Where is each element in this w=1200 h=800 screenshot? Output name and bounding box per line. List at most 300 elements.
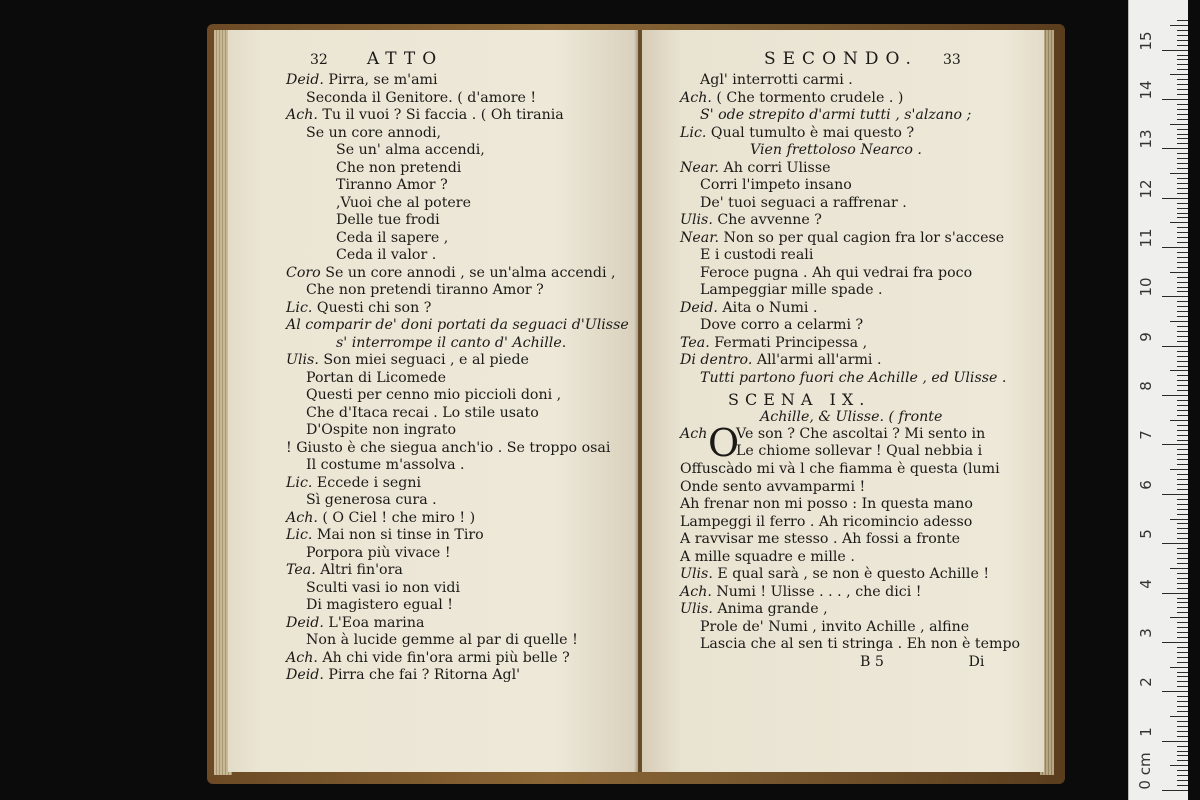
ruler-tick	[1170, 420, 1188, 421]
ruler-tick	[1177, 104, 1188, 105]
dropcap-line-2: Le chiome sollevar ! Qual nebbia i	[736, 443, 983, 459]
ruler-tick	[1177, 40, 1188, 41]
verse-text: Dove corro a celarmi ?	[700, 317, 864, 333]
verse-text: Tu il vuoi ? Si faccia . ( Oh tirania	[317, 107, 564, 123]
text-line	[680, 479, 1040, 497]
verse-text: Lampeggiar mille spade .	[700, 282, 883, 298]
ruler-number: 3	[1137, 628, 1155, 638]
ruler-tick	[1177, 267, 1188, 268]
ruler-tick	[1177, 84, 1188, 85]
ruler-tick	[1177, 602, 1188, 603]
text-line	[680, 195, 1040, 213]
ruler-tick	[1177, 45, 1188, 46]
ruler-tick	[1177, 770, 1188, 771]
ruler-tick	[1177, 553, 1188, 554]
verse-text: Altri fin'ora	[315, 562, 403, 578]
ruler-tick	[1177, 459, 1188, 460]
ruler-tick	[1170, 321, 1188, 322]
speaker-name: Di dentro.	[680, 352, 753, 368]
text-line	[286, 212, 636, 230]
text-line	[680, 352, 1040, 370]
text-line	[286, 107, 636, 125]
ruler-tick	[1177, 356, 1188, 357]
ruler-tick	[1162, 642, 1188, 643]
text-line	[680, 317, 1040, 335]
dropcap-letter: O	[708, 421, 740, 465]
text-line	[286, 125, 636, 143]
ruler-tick	[1170, 469, 1188, 470]
ruler-tick	[1177, 440, 1188, 441]
ruler-tick	[1170, 765, 1188, 766]
ruler-tick	[1177, 366, 1188, 367]
ruler-tick	[1177, 731, 1188, 732]
verse-text: Numi ! Ulisse . . . , che dici !	[711, 583, 922, 600]
ruler-tick	[1170, 173, 1188, 174]
ruler-number: 1	[1137, 726, 1155, 737]
speaker-name: Ulis.	[680, 601, 713, 617]
ruler-tick	[1177, 55, 1188, 56]
ruler-tick	[1177, 632, 1188, 633]
verse-text: Aita o Numi .	[717, 299, 818, 316]
text-line	[286, 440, 636, 458]
text-line	[680, 584, 1040, 602]
right-page-header	[764, 49, 961, 69]
catchword: Di	[968, 653, 985, 670]
ruler-tick	[1177, 775, 1188, 776]
ruler-tick	[1177, 242, 1188, 243]
text-line	[286, 160, 636, 178]
verse-text: Che non pretendi	[336, 159, 462, 176]
verse-text: A mille squadre e mille .	[680, 548, 855, 565]
left-page-header	[310, 49, 443, 69]
speaker-name: Coro	[286, 264, 321, 281]
verse-text: Offuscàdo mi và l che fiamma è questa (lumi	[680, 461, 1000, 477]
verse-text: Di magistero egual !	[306, 597, 453, 613]
ruler-tick	[1177, 652, 1188, 653]
ruler-tick	[1162, 99, 1188, 100]
text-line	[286, 265, 636, 283]
verse-text: Ah corri Ulisse	[719, 159, 831, 176]
verse-text: Sì generosa cura .	[306, 492, 437, 508]
text-line	[680, 601, 1040, 619]
ruler-number: 11	[1137, 228, 1155, 248]
ruler-tick	[1177, 415, 1188, 416]
ruler-tick	[1177, 484, 1188, 485]
text-line	[680, 335, 1040, 353]
measurement-ruler	[1128, 0, 1188, 800]
ruler-tick	[1177, 548, 1188, 549]
ruler-tick	[1162, 346, 1188, 347]
text-line	[286, 580, 636, 598]
ruler-tick	[1177, 672, 1188, 673]
text-line	[680, 107, 1040, 125]
scena-persons: Achille, & Ulisse. ( fronte	[760, 408, 943, 425]
ruler-tick	[1177, 217, 1188, 218]
ruler-tick	[1177, 203, 1188, 204]
text-line	[680, 90, 1040, 108]
ruler-tick	[1170, 667, 1188, 668]
text-line	[286, 90, 636, 108]
ruler-tick	[1162, 296, 1188, 297]
ruler-tick	[1177, 751, 1188, 752]
verse-text: Delle tue frodi	[336, 212, 440, 228]
ruler-tick	[1177, 237, 1188, 238]
ruler-tick	[1162, 198, 1188, 199]
ruler-tick	[1177, 578, 1188, 579]
ruler-tick	[1177, 711, 1188, 712]
text-line	[286, 177, 636, 195]
speaker-name: Ulis.	[680, 212, 713, 228]
ruler-tick	[1177, 385, 1188, 386]
verse-text: Che d'Itaca recai . Lo stile usato	[306, 404, 539, 421]
verse-text: Anima grande ,	[712, 601, 828, 617]
ruler-tick	[1177, 681, 1188, 682]
dropcap-line-1: Ve son ? Che ascoltai ? Mi sento in	[736, 426, 986, 442]
ruler-tick	[1162, 444, 1188, 445]
ruler-tick	[1177, 755, 1188, 756]
dropcap-speaker: Ach	[680, 426, 708, 442]
verse-text: Ceda il sapere ,	[336, 229, 449, 246]
text-line	[286, 597, 636, 615]
text-line	[680, 549, 1040, 567]
ruler-tick	[1177, 375, 1188, 376]
text-line	[286, 510, 636, 528]
verse-text: Portan di Licomede	[306, 369, 447, 386]
ruler-tick	[1177, 726, 1188, 727]
speaker-name: Lic.	[680, 124, 707, 141]
ruler-number: 4	[1137, 578, 1155, 589]
ruler-tick	[1177, 627, 1188, 628]
ruler-tick	[1162, 50, 1188, 51]
verse-text: E i custodi reali	[700, 247, 814, 263]
ruler-tick	[1177, 252, 1188, 253]
ruler-tick	[1177, 637, 1188, 638]
ruler-number: 7	[1137, 430, 1155, 441]
verse-text: Che avvenne ?	[712, 212, 822, 228]
verse-text: Sculti vasi io non vidi	[306, 579, 460, 596]
ruler-number: 9	[1137, 332, 1155, 342]
speaker-name: Tea.	[286, 562, 316, 578]
speaker-name: Near.	[680, 159, 720, 176]
text-line	[286, 317, 636, 335]
verse-text: Ceda il valor .	[336, 247, 437, 263]
ruler-tick	[1177, 662, 1188, 663]
ruler-tick	[1177, 780, 1188, 781]
text-line	[680, 247, 1040, 265]
ruler-tick	[1177, 89, 1188, 90]
text-line	[286, 230, 636, 248]
ruler-tick	[1177, 390, 1188, 391]
text-line	[286, 195, 636, 213]
verse-text: Se un core annodi , se un'alma accendi ,	[320, 264, 616, 281]
ruler-tick	[1177, 336, 1188, 337]
ruler-tick	[1177, 760, 1188, 761]
text-line	[680, 177, 1040, 195]
text-line	[286, 475, 636, 493]
verse-text: All'armi all'armi .	[752, 352, 882, 368]
right-running-title: SECONDO.	[764, 49, 918, 69]
ruler-tick	[1177, 514, 1188, 515]
verse-text: Vien frettoloso Nearco .	[750, 142, 922, 158]
ruler-number: 2	[1137, 677, 1155, 688]
ruler-tick	[1177, 326, 1188, 327]
ruler-tick	[1177, 474, 1188, 475]
speaker-name: Ulis.	[286, 352, 319, 368]
ruler-tick	[1177, 736, 1188, 737]
ruler-number: 13	[1137, 129, 1155, 149]
ruler-tick	[1177, 696, 1188, 697]
speaker-name: Ach.	[286, 107, 318, 123]
ruler-tick	[1162, 494, 1188, 495]
verse-text: Lampeggi il ferro . Ah ricomincio adesso	[680, 513, 973, 530]
verse-text: s' interrompe il canto d' Achille.	[336, 334, 567, 351]
ruler-tick	[1177, 528, 1188, 529]
ruler-tick	[1177, 361, 1188, 362]
verse-text: Non so per qual cagion fra lor s'accese	[719, 229, 1005, 246]
text-line	[680, 370, 1040, 388]
verse-text: De' tuoi seguaci a raffrenar .	[700, 194, 907, 211]
text-line	[680, 142, 1040, 160]
verse-text: Qual tumulto è mai questo ?	[706, 124, 915, 141]
text-line	[286, 282, 636, 300]
verse-text: Pirra che fai ? Ritorna Agl'	[323, 667, 521, 683]
ruler-tick	[1177, 612, 1188, 613]
text-line	[680, 566, 1040, 584]
ruler-tick	[1177, 129, 1188, 130]
verse-text: Se un core annodi,	[306, 124, 441, 141]
ruler-tick	[1177, 59, 1188, 60]
ruler-tick	[1177, 489, 1188, 490]
verse-text: E qual sarà , se non è questo Achille !	[712, 566, 990, 582]
ruler-tick	[1177, 178, 1188, 179]
text-line	[286, 72, 636, 90]
verse-text: Se un' alma accendi,	[336, 142, 485, 158]
text-line	[286, 352, 636, 370]
ruler-tick	[1177, 686, 1188, 687]
right-page-number: 33	[942, 52, 961, 68]
ruler-tick	[1177, 291, 1188, 292]
ruler-tick	[1177, 30, 1188, 31]
speaker-name: Lic.	[286, 474, 313, 491]
verse-text: Pirra, se m'ami	[323, 72, 438, 88]
ruler-tick	[1170, 716, 1188, 717]
text-line	[286, 527, 636, 545]
text-line	[680, 160, 1040, 178]
ruler-tick	[1177, 227, 1188, 228]
verse-text: Che non pretendi tiranno Amor ?	[306, 282, 544, 298]
ruler-tick	[1170, 568, 1188, 569]
ruler-tick	[1162, 790, 1188, 791]
ruler-tick	[1177, 282, 1188, 283]
verse-text: Corri l'impeto insano	[700, 177, 852, 193]
text-line	[680, 72, 1040, 90]
ruler-tick	[1177, 464, 1188, 465]
ruler-tick	[1177, 188, 1188, 189]
ruler-number: 14	[1137, 80, 1155, 100]
ruler-tick	[1162, 741, 1188, 742]
ruler-tick	[1177, 193, 1188, 194]
ruler-tick	[1177, 454, 1188, 455]
verse-text: Mai non si tinse in Tiro	[312, 527, 484, 543]
left-page	[228, 30, 638, 772]
text-line	[286, 562, 636, 580]
verse-text: S' ode strepito d'armi tutti , s'alzano ;	[700, 107, 972, 123]
text-line	[680, 496, 1040, 514]
verse-text: Fermati Principessa ,	[709, 334, 868, 351]
verse-text: Son miei seguaci , e al piede	[318, 352, 529, 368]
signature-mark: B 5	[860, 653, 884, 670]
text-line	[680, 619, 1040, 637]
ruler-number: 0 cm	[1136, 752, 1154, 790]
text-line	[286, 300, 636, 318]
speaker-name: Lic.	[286, 299, 313, 316]
ruler-tick	[1177, 119, 1188, 120]
ruler-number: 15	[1137, 31, 1155, 51]
text-line	[286, 650, 636, 668]
speaker-name: Ulis.	[680, 566, 713, 582]
text-line	[286, 142, 636, 160]
verse-text: Non à lucide gemme al par di quelle !	[306, 632, 578, 648]
ruler-tick	[1177, 607, 1188, 608]
text-line	[286, 247, 636, 265]
ruler-tick	[1177, 158, 1188, 159]
speaker-name: Tea.	[680, 334, 710, 351]
speaker-name: Ach.	[286, 509, 318, 526]
text-line	[286, 457, 636, 475]
ruler-tick	[1177, 622, 1188, 623]
verse-text: Onde sento avvamparmi !	[680, 478, 866, 495]
text-line	[680, 282, 1040, 300]
ruler-tick	[1162, 543, 1188, 544]
left-page-text	[286, 72, 636, 685]
verse-text: Questi chi son ?	[312, 299, 432, 316]
verse-text: Ah chi vide fin'ora armi più belle ?	[317, 649, 570, 666]
ruler-tick	[1177, 538, 1188, 539]
ruler-number: 8	[1137, 381, 1155, 391]
ruler-tick	[1177, 213, 1188, 214]
ruler-tick	[1177, 64, 1188, 65]
ruler-tick	[1177, 351, 1188, 352]
ruler-tick	[1162, 691, 1188, 692]
speaker-name: Ach.	[680, 89, 712, 106]
verse-text: Ah frenar non mi posso : In questa mano	[680, 496, 973, 512]
speaker-name: Ach.	[680, 583, 712, 600]
ruler-tick	[1162, 395, 1188, 396]
speaker-name: Deid.	[286, 72, 324, 88]
left-page-number: 32	[310, 52, 328, 68]
ruler-tick	[1177, 69, 1188, 70]
verse-text: Agl' interrotti carmi .	[700, 72, 853, 88]
ruler-number: 10	[1137, 277, 1155, 297]
ruler-tick	[1177, 573, 1188, 574]
verse-text: ( O Ciel ! che miro ! )	[317, 509, 476, 526]
ruler-tick	[1177, 499, 1188, 500]
ruler-tick	[1177, 341, 1188, 342]
ruler-tick	[1177, 504, 1188, 505]
ruler-tick	[1162, 593, 1188, 594]
text-line	[680, 514, 1040, 532]
left-running-title: ATTO	[366, 49, 444, 69]
verse-text: Lascia che al sen ti stringa . Eh non è tempo	[700, 636, 1021, 652]
ruler-tick	[1177, 563, 1188, 564]
right-page-text	[680, 72, 1040, 671]
ruler-tick	[1170, 25, 1188, 26]
speaker-name: Near.	[680, 229, 720, 246]
ruler-tick	[1177, 405, 1188, 406]
text-line	[680, 300, 1040, 318]
ruler-tick	[1170, 370, 1188, 371]
ruler-tick	[1177, 430, 1188, 431]
ruler-tick	[1177, 232, 1188, 233]
speaker-name: Deid.	[286, 614, 324, 631]
page-footer	[680, 654, 1040, 672]
verse-text: Eccede i segni	[312, 474, 422, 491]
verse-text: Feroce pugna . Ah qui vedrai fra poco	[700, 264, 973, 281]
ruler-tick	[1177, 706, 1188, 707]
ruler-tick	[1177, 523, 1188, 524]
ruler-tick	[1177, 647, 1188, 648]
ruler-tick	[1177, 400, 1188, 401]
ruler-tick	[1177, 380, 1188, 381]
ruler-tick	[1177, 20, 1188, 21]
ruler-tick	[1177, 163, 1188, 164]
ruler-tick	[1177, 509, 1188, 510]
verse-text: Porpora più vivace !	[306, 544, 451, 561]
text-line	[286, 667, 636, 685]
dropcap-block	[680, 421, 1040, 465]
text-line	[680, 265, 1040, 283]
ruler-tick	[1177, 114, 1188, 115]
ruler-tick	[1177, 479, 1188, 480]
ruler-tick	[1177, 301, 1188, 302]
verse-text: ! Giusto è che siegua anch'io . Se troppo osai	[286, 439, 611, 456]
ruler-tick	[1177, 35, 1188, 36]
verse-text: Seconda il Genitore. ( d'amore !	[306, 89, 537, 106]
ruler-number: 5	[1137, 529, 1155, 539]
ruler-number: 6	[1137, 480, 1155, 490]
ruler-tick	[1177, 785, 1188, 786]
ruler-tick	[1177, 134, 1188, 135]
ruler-tick	[1177, 79, 1188, 80]
ruler-tick	[1177, 425, 1188, 426]
ruler-tick	[1177, 277, 1188, 278]
text-line	[286, 545, 636, 563]
text-line	[286, 492, 636, 510]
scena-title: SCENA IX.	[728, 390, 871, 409]
ruler-tick	[1177, 449, 1188, 450]
text-line	[286, 335, 636, 353]
text-line	[680, 636, 1040, 654]
verse-text: ,Vuoi che al potere	[336, 194, 471, 211]
ruler-tick	[1170, 222, 1188, 223]
text-line	[286, 405, 636, 423]
ruler-tick	[1170, 124, 1188, 125]
ruler-tick	[1177, 583, 1188, 584]
ruler-tick	[1177, 657, 1188, 658]
ruler-tick	[1177, 676, 1188, 677]
speaker-name: Ach.	[286, 649, 318, 666]
verse-text: Tutti partono fuori che Achille , ed Ulisse .	[700, 369, 1007, 386]
verse-text: A ravvisar me stesso . Ah fossi a fronte	[680, 531, 961, 547]
text-line	[286, 632, 636, 650]
ruler-tick	[1177, 701, 1188, 702]
verse-text: Questi per cenno mio piccioli doni ,	[306, 387, 562, 403]
verse-text: D'Ospite non ingrato	[306, 422, 456, 438]
verse-text: Prole de' Numi , invito Achille , alfine	[700, 618, 970, 635]
ruler-number: 12	[1137, 179, 1155, 199]
ruler-tick	[1177, 94, 1188, 95]
verse-text: L'Eoa marina	[323, 614, 425, 631]
